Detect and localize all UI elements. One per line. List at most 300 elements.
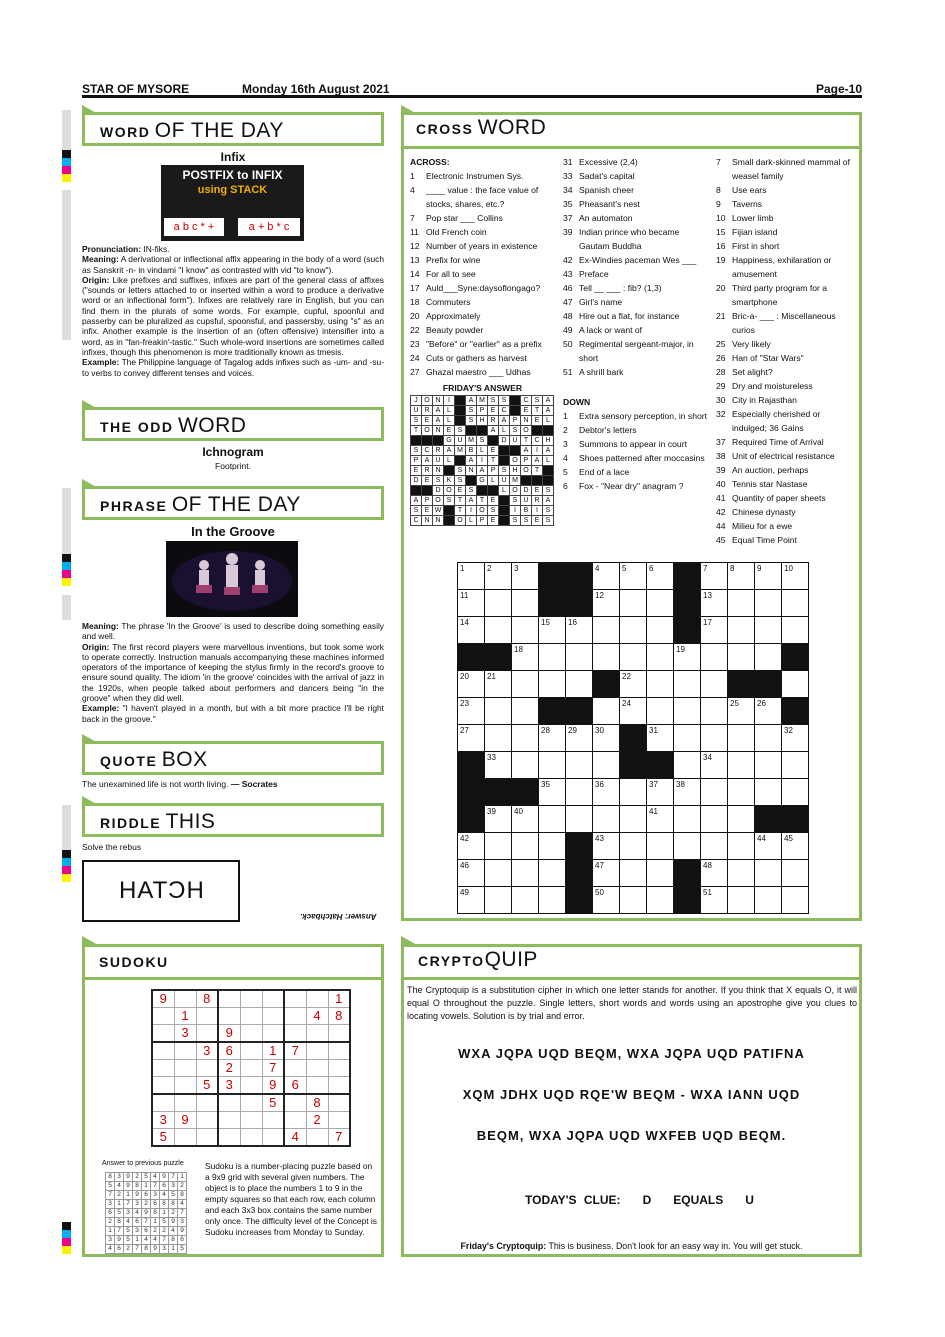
crossword-cell[interactable] [782, 671, 809, 698]
crossword-cell[interactable]: 6 [647, 563, 674, 590]
quote-header: QUOTE BOX [82, 741, 384, 775]
friday-cell: I [532, 506, 543, 516]
sudoku-cell[interactable]: 7 [262, 1060, 284, 1077]
sudoku-cell[interactable]: 9 [152, 990, 174, 1008]
crossword-cell[interactable] [728, 887, 755, 914]
crossword-cell[interactable]: 26 [755, 698, 782, 725]
crossword-cell[interactable] [755, 590, 782, 617]
crossword-cell [539, 590, 566, 617]
crossword-cell[interactable]: 39 [485, 806, 512, 833]
phrase-body: Meaning: The phrase 'In the Groove' is used to describe doing something easily and well. Origin: The first record players were marvellous inventions, but took some work to operate correctly. Instruction manuals accompanying these machines informed operators of the importance of keeping the stylus firmly in the record's groove to ensure sound quality. The idiom 'in the groove' coincides with the arrival of jazz in the 1920s, when people talked about performers and dancers being "in the groove" when they did well. Example: "I haven't played in a month, but with a bit more practice I'll be right back in the groove." [82, 621, 385, 724]
prev-sudoku-cell: 2 [142, 1200, 151, 1209]
sudoku-cell[interactable] [262, 1008, 284, 1025]
crossword-cell[interactable] [539, 833, 566, 860]
sudoku-cell[interactable] [262, 1129, 284, 1147]
sudoku-cell[interactable] [152, 1042, 174, 1060]
sudoku-cell[interactable] [196, 1129, 218, 1147]
crossword-cell[interactable] [512, 590, 539, 617]
crossword-cell[interactable]: 40 [512, 806, 539, 833]
crossword-cell[interactable]: 33 [485, 752, 512, 779]
sudoku-cell[interactable] [306, 1077, 328, 1095]
friday-cell [411, 486, 422, 496]
crossword-cell[interactable] [593, 644, 620, 671]
friday-cell: O [477, 506, 488, 516]
crossword-cell[interactable] [701, 806, 728, 833]
clue-item: 45 Equal Time Point [716, 535, 797, 545]
crossword-cell [755, 806, 782, 833]
crossword-cell[interactable] [755, 617, 782, 644]
friday-cell [477, 486, 488, 496]
crossword-cell[interactable] [701, 671, 728, 698]
sudoku-cell[interactable]: 4 [306, 1008, 328, 1025]
crossword-cell[interactable]: 45 [782, 833, 809, 860]
crossword-cell[interactable]: 17 [701, 617, 728, 644]
crossword-cell[interactable]: 37 [647, 779, 674, 806]
crossword-cell[interactable] [620, 779, 647, 806]
sudoku-cell[interactable] [262, 990, 284, 1008]
crossword-cell[interactable] [539, 860, 566, 887]
sudoku-cell[interactable]: 3 [218, 1077, 240, 1095]
crossword-cell[interactable] [539, 671, 566, 698]
friday-cell: E [488, 446, 499, 456]
sudoku-cell[interactable] [240, 1060, 262, 1077]
crossword-cell[interactable] [728, 806, 755, 833]
crossword-cell[interactable]: 43 [593, 833, 620, 860]
crossword-cell[interactable]: 30 [593, 725, 620, 752]
crossword-cell[interactable]: 41 [647, 806, 674, 833]
crossword-cell[interactable]: 18 [512, 644, 539, 671]
crossword-cell[interactable] [512, 671, 539, 698]
sudoku-cell[interactable]: 1 [328, 990, 350, 1008]
sudoku-cell[interactable] [152, 1025, 174, 1043]
sudoku-cell[interactable] [240, 1008, 262, 1025]
prev-sudoku-cell: 3 [151, 1191, 160, 1200]
crossword-cell[interactable]: 50 [593, 887, 620, 914]
crossword-cell[interactable] [485, 833, 512, 860]
sudoku-cell[interactable] [284, 1112, 306, 1129]
crossword-cell[interactable] [539, 752, 566, 779]
friday-cell: K [444, 476, 455, 486]
crossword-cell[interactable] [485, 887, 512, 914]
sudoku-cell[interactable]: 9 [218, 1025, 240, 1043]
sudoku-cell[interactable]: 2 [218, 1060, 240, 1077]
prev-sudoku-cell: 2 [169, 1209, 178, 1218]
sudoku-cell[interactable] [196, 1025, 218, 1043]
crossword-cell[interactable]: 36 [593, 779, 620, 806]
crossword-cell[interactable] [566, 671, 593, 698]
sudoku-cell[interactable]: 6 [284, 1077, 306, 1095]
crossword-cell[interactable] [593, 752, 620, 779]
crossword-cell[interactable] [755, 644, 782, 671]
sudoku-cell[interactable]: 3 [174, 1025, 196, 1043]
sudoku-cell[interactable] [152, 1060, 174, 1077]
crossword-cell[interactable] [728, 644, 755, 671]
crossword-cell[interactable]: 14 [458, 617, 485, 644]
friday-cell: O [422, 396, 433, 406]
friday-cell: A [499, 416, 510, 426]
crossword-cell[interactable] [539, 806, 566, 833]
crossword-cell[interactable]: 3 [512, 563, 539, 590]
crossword-cell[interactable]: 44 [755, 833, 782, 860]
clue-item: 30 City in Rajasthan [716, 395, 797, 405]
sudoku-cell[interactable] [328, 1060, 350, 1077]
sudoku-cell[interactable] [262, 1025, 284, 1043]
crossword-cell[interactable] [728, 833, 755, 860]
crossword-cell[interactable]: 24 [620, 698, 647, 725]
crossword-cell[interactable] [566, 779, 593, 806]
crossword-cell[interactable] [782, 590, 809, 617]
crossword-cell[interactable] [674, 698, 701, 725]
friday-cell: L [477, 446, 488, 456]
crossword-cell[interactable]: 51 [701, 887, 728, 914]
crossword-cell[interactable] [566, 806, 593, 833]
crossword-cell[interactable] [674, 725, 701, 752]
crossword-cell[interactable] [728, 860, 755, 887]
friday-cell: A [532, 456, 543, 466]
sudoku-cell[interactable] [174, 1060, 196, 1077]
sudoku-cell[interactable] [240, 990, 262, 1008]
sudoku-cell[interactable] [240, 1042, 262, 1060]
sudoku-cell[interactable] [240, 1112, 262, 1129]
sudoku-cell[interactable] [328, 1094, 350, 1112]
sudoku-cell[interactable] [196, 1094, 218, 1112]
crossword-cell[interactable]: 48 [701, 860, 728, 887]
crossword-cell[interactable] [512, 833, 539, 860]
prev-sudoku-cell: 7 [178, 1209, 187, 1218]
friday-cell: S [411, 506, 422, 516]
crossword-cell[interactable] [701, 698, 728, 725]
friday-cell: R [422, 466, 433, 476]
sudoku-cell[interactable]: 2 [306, 1112, 328, 1129]
friday-cell: S [411, 416, 422, 426]
crossword-grid[interactable] [457, 562, 809, 914]
sudoku-cell[interactable]: 1 [262, 1042, 284, 1060]
crossword-cell[interactable]: 22 [620, 671, 647, 698]
crossword-cell[interactable] [728, 590, 755, 617]
crossword-cell[interactable] [512, 887, 539, 914]
sudoku-cell[interactable] [174, 1094, 196, 1112]
crossword-cell[interactable]: 31 [647, 725, 674, 752]
friday-cell: C [521, 396, 532, 406]
crossword-cell[interactable] [728, 752, 755, 779]
sudoku-cell[interactable] [218, 1112, 240, 1129]
friday-cell: L [543, 456, 554, 466]
crossword-cell[interactable] [782, 617, 809, 644]
prev-sudoku-cell: 8 [160, 1200, 169, 1209]
crossword-cell [458, 806, 485, 833]
crossword-cell[interactable] [512, 860, 539, 887]
crossword-cell[interactable] [701, 833, 728, 860]
friday-cell [499, 496, 510, 506]
crossword-cell[interactable] [647, 698, 674, 725]
sudoku-cell[interactable]: 9 [262, 1077, 284, 1095]
sudoku-cell[interactable] [174, 1077, 196, 1095]
sudoku-cell[interactable]: 8 [196, 990, 218, 1008]
friday-cell: S [455, 476, 466, 486]
sudoku-cell[interactable] [240, 1094, 262, 1112]
friday-cell [543, 466, 554, 476]
friday-cell: S [455, 466, 466, 476]
friday-cell [433, 436, 444, 446]
prev-sudoku-cell: 7 [160, 1236, 169, 1245]
sudoku-cell[interactable]: 3 [152, 1112, 174, 1129]
crossword-cell[interactable]: 47 [593, 860, 620, 887]
crossword-cell[interactable]: 12 [593, 590, 620, 617]
crossword-cell[interactable]: 20 [458, 671, 485, 698]
crossword-cell[interactable] [674, 671, 701, 698]
crossword-cell [539, 698, 566, 725]
crossword-cell[interactable] [620, 860, 647, 887]
crossword-cell[interactable] [620, 644, 647, 671]
word-of-day-term: Infix [220, 150, 246, 164]
crossword-cell[interactable] [701, 644, 728, 671]
sudoku-cell[interactable] [218, 990, 240, 1008]
crossword-cell[interactable]: 7 [701, 563, 728, 590]
word-of-day-header: WORD OF THE DAY [82, 112, 384, 146]
prev-sudoku-grid [105, 1172, 187, 1254]
crossword-cell[interactable] [782, 752, 809, 779]
crossword-cell [782, 644, 809, 671]
crossword-cell[interactable] [593, 698, 620, 725]
crossword-cell[interactable]: 4 [593, 563, 620, 590]
crossword-cell [512, 779, 539, 806]
clue-item: 7 Small dark-skinned mammal of weasel family [716, 157, 850, 181]
cryptoquip-clue: TODAY'S CLUE: D EQUALS U [525, 1193, 754, 1207]
sudoku-cell[interactable]: 5 [152, 1129, 174, 1147]
sudoku-cell[interactable] [240, 1129, 262, 1147]
friday-cell: C [499, 406, 510, 416]
crossword-cell[interactable] [539, 887, 566, 914]
crossword-cell[interactable] [647, 590, 674, 617]
prev-sudoku-cell: 5 [124, 1236, 133, 1245]
crossword-cell[interactable]: 16 [566, 617, 593, 644]
sudoku-cell[interactable] [174, 1129, 196, 1147]
crossword-cell[interactable]: 2 [485, 563, 512, 590]
friday-cell: D [433, 486, 444, 496]
crossword-cell[interactable] [728, 725, 755, 752]
sudoku-cell[interactable] [218, 1129, 240, 1147]
sudoku-cell[interactable]: 7 [328, 1129, 350, 1147]
sudoku-cell[interactable] [218, 1094, 240, 1112]
clue-item: 25 Very likely [716, 339, 771, 349]
clue-item: 4 ____ value : the face value of stocks, shares, etc.? [410, 185, 539, 209]
friday-cell: S [455, 426, 466, 436]
friday-cell: T [455, 506, 466, 516]
crossword-cell[interactable]: 38 [674, 779, 701, 806]
sudoku-cell[interactable] [284, 1094, 306, 1112]
sudoku-cell[interactable] [152, 1094, 174, 1112]
prev-sudoku-cell: 2 [151, 1227, 160, 1236]
prev-answer-label: Answer to previous puzzle [102, 1160, 184, 1167]
crossword-cell[interactable] [485, 725, 512, 752]
crossword-cell[interactable] [728, 779, 755, 806]
sudoku-cell[interactable]: 8 [306, 1094, 328, 1112]
across-clues-col2: 31 Excessive (2,4) 33 Sadat's capital 34 Spanish cheer 35 Pheasant's nest 37 An automaton 39 Indian prince who became Gautam Buddha 42 Ex-Windies paceman Wes ___ 43 Preface 46 Tell __ ___ : fib? (1,3) 47 Girl's name 48 Hire out a flat, for instance 49 A lack or want of 50 Regimental sergeant-major, in short 51 A shrill bark DOWN 1 Extra sensory perception, in short 2 Debtor's letters 3 Summons to appear in court 4 Shoes patterned after moccasins 5 End of a lace 6 Fox - "Near dry" anagram ? [563, 155, 711, 493]
crossword-cell[interactable]: 19 [674, 644, 701, 671]
crossword-cell[interactable]: 5 [620, 563, 647, 590]
prev-sudoku-cell: 8 [169, 1236, 178, 1245]
friday-cell: T [477, 496, 488, 506]
crossword-cell[interactable]: 11 [458, 590, 485, 617]
sudoku-cell[interactable] [328, 1042, 350, 1060]
crossword-cell[interactable]: 42 [458, 833, 485, 860]
crossword-cell[interactable]: 27 [458, 725, 485, 752]
sudoku-cell[interactable] [284, 990, 306, 1008]
sudoku-cell[interactable]: 9 [174, 1112, 196, 1129]
sudoku-cell[interactable] [196, 1060, 218, 1077]
friday-cell: A [466, 496, 477, 506]
friday-cell: L [466, 516, 477, 526]
crossword-cell[interactable] [620, 806, 647, 833]
crossword-cell[interactable] [620, 617, 647, 644]
crossword-cell[interactable] [674, 752, 701, 779]
crossword-cell[interactable] [647, 617, 674, 644]
crossword-cell[interactable] [647, 644, 674, 671]
crossword-cell[interactable] [701, 725, 728, 752]
sudoku-cell[interactable] [218, 1008, 240, 1025]
sudoku-cell[interactable] [174, 1042, 196, 1060]
crossword-cell[interactable]: 25 [728, 698, 755, 725]
crossword-cell[interactable] [674, 806, 701, 833]
friday-cell [444, 516, 455, 526]
crossword-cell[interactable]: 46 [458, 860, 485, 887]
crossword-cell[interactable]: 35 [539, 779, 566, 806]
crossword-cell[interactable] [539, 644, 566, 671]
crossword-cell[interactable]: 32 [782, 725, 809, 752]
crossword-cell[interactable] [485, 860, 512, 887]
sudoku-cell[interactable] [328, 1077, 350, 1095]
crossword-cell[interactable] [512, 698, 539, 725]
sudoku-grid[interactable] [151, 989, 351, 1147]
crossword-cell[interactable] [566, 752, 593, 779]
crossword-cell[interactable] [782, 887, 809, 914]
crossword-cell[interactable]: 23 [458, 698, 485, 725]
clue-item: 51 A shrill bark [563, 367, 624, 377]
crossword-cell[interactable] [701, 779, 728, 806]
crossword-cell[interactable] [620, 590, 647, 617]
prev-sudoku-cell: 4 [115, 1182, 124, 1191]
prev-sudoku-cell: 6 [142, 1191, 151, 1200]
friday-cell: S [466, 406, 477, 416]
sudoku-cell[interactable] [306, 1060, 328, 1077]
friday-cell: L [543, 416, 554, 426]
clue-item: 20 Third party program for a smartphone [716, 283, 828, 307]
sudoku-cell[interactable] [306, 990, 328, 1008]
sudoku-cell[interactable] [306, 1042, 328, 1060]
crossword-cell[interactable] [620, 833, 647, 860]
sudoku-cell[interactable] [196, 1008, 218, 1025]
friday-cell: S [510, 426, 521, 436]
crossword-cell[interactable] [674, 833, 701, 860]
sudoku-cell[interactable]: 8 [328, 1008, 350, 1025]
friday-cell: T [455, 496, 466, 506]
sudoku-cell[interactable] [306, 1129, 328, 1147]
clue-item: 50 Regimental sergeant-major, in short [563, 339, 694, 363]
sudoku-cell[interactable]: 7 [284, 1042, 306, 1060]
sudoku-cell[interactable] [174, 990, 196, 1008]
friday-cell: D [521, 486, 532, 496]
crossword-cell[interactable] [593, 806, 620, 833]
crossword-cell[interactable]: 49 [458, 887, 485, 914]
crossword-cell[interactable]: 13 [701, 590, 728, 617]
crossword-cell[interactable] [755, 725, 782, 752]
sudoku-cell[interactable] [152, 1008, 174, 1025]
crossword-cell[interactable]: 29 [566, 725, 593, 752]
sudoku-cell[interactable] [328, 1112, 350, 1129]
crossword-cell[interactable] [485, 698, 512, 725]
crossword-cell[interactable] [485, 617, 512, 644]
crossword-cell[interactable] [512, 725, 539, 752]
sudoku-cell[interactable] [306, 1025, 328, 1043]
clue-item: 13 Prefix for wine [410, 255, 481, 265]
crossword-cell[interactable]: 8 [728, 563, 755, 590]
sudoku-cell[interactable]: 5 [262, 1094, 284, 1112]
crossword-cell[interactable]: 28 [539, 725, 566, 752]
sudoku-cell[interactable] [328, 1025, 350, 1043]
sudoku-cell[interactable]: 3 [196, 1042, 218, 1060]
crossword-cell[interactable] [485, 590, 512, 617]
crossword-cell[interactable] [512, 617, 539, 644]
friday-cell: P [488, 466, 499, 476]
sudoku-cell[interactable] [284, 1025, 306, 1043]
crossword-cell[interactable] [755, 860, 782, 887]
friday-cell: E [532, 486, 543, 496]
crossword-cell[interactable] [755, 779, 782, 806]
crossword-cell[interactable] [593, 617, 620, 644]
crossword-cell[interactable] [647, 887, 674, 914]
crossword-cell[interactable] [782, 779, 809, 806]
prev-sudoku-cell: 2 [178, 1182, 187, 1191]
crossword-cell[interactable]: 34 [701, 752, 728, 779]
sudoku-cell[interactable] [152, 1077, 174, 1095]
sudoku-cell[interactable]: 1 [174, 1008, 196, 1025]
sudoku-cell[interactable]: 4 [284, 1129, 306, 1147]
friday-cell [532, 426, 543, 436]
cmyk-mark [62, 850, 71, 882]
crossword-cell[interactable] [647, 833, 674, 860]
crossword-cell[interactable] [755, 887, 782, 914]
crossword-cell[interactable] [647, 860, 674, 887]
crossword-cell [620, 752, 647, 779]
sudoku-cell[interactable]: 6 [218, 1042, 240, 1060]
clue-item: 42 Ex-Windies paceman Wes ___ [563, 255, 697, 265]
crossword-cell[interactable]: 1 [458, 563, 485, 590]
sudoku-cell[interactable] [240, 1077, 262, 1095]
crossword-cell[interactable]: 9 [755, 563, 782, 590]
friday-cell: E [488, 496, 499, 506]
sudoku-cell[interactable] [262, 1112, 284, 1129]
crossword-cell[interactable] [755, 752, 782, 779]
crossword-cell[interactable] [728, 617, 755, 644]
crossword-cell[interactable]: 10 [782, 563, 809, 590]
crossword-cell[interactable]: 15 [539, 617, 566, 644]
crossword-cell[interactable] [782, 860, 809, 887]
prev-sudoku-cell: 6 [115, 1245, 124, 1254]
sudoku-cell[interactable] [196, 1112, 218, 1129]
sudoku-cell[interactable] [284, 1008, 306, 1025]
sudoku-cell[interactable] [284, 1060, 306, 1077]
crossword-cell[interactable] [620, 887, 647, 914]
sudoku-cell[interactable] [240, 1025, 262, 1043]
friday-cell: U [455, 436, 466, 446]
crossword-cell[interactable] [647, 671, 674, 698]
clue-item: 9 Taverns [716, 199, 763, 209]
crossword-cell[interactable] [566, 644, 593, 671]
crossword-cell[interactable] [512, 752, 539, 779]
crossword-cell[interactable]: 21 [485, 671, 512, 698]
friday-cell [444, 506, 455, 516]
sudoku-cell[interactable]: 5 [196, 1077, 218, 1095]
